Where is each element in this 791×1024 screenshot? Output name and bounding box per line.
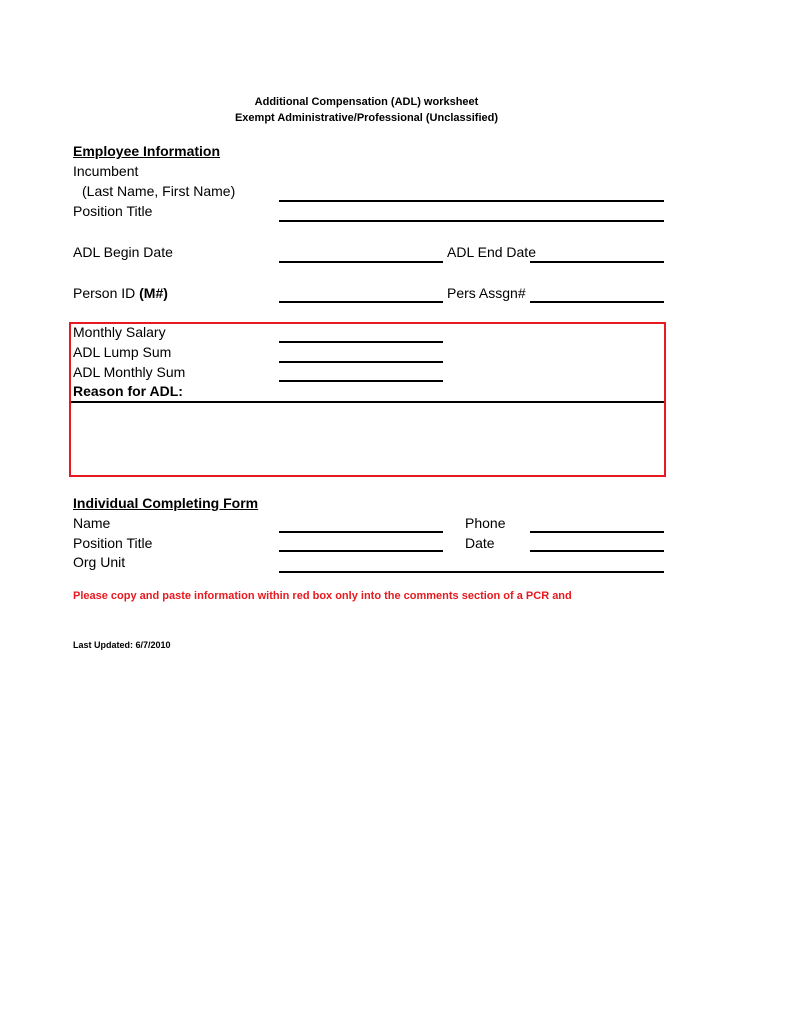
name-label: Name [73, 515, 111, 531]
name-field[interactable] [279, 531, 443, 533]
date-field[interactable] [530, 550, 664, 552]
adl-lump-sum-label: ADL Lump Sum [73, 344, 172, 360]
worksheet-title: Additional Compensation (ADL) worksheet [254, 96, 479, 108]
org-unit-label: Org Unit [73, 554, 126, 570]
adl-monthly-sum-label: ADL Monthly Sum [73, 364, 186, 380]
person-id-field[interactable] [279, 301, 443, 303]
reason-divider [71, 401, 664, 403]
adl-begin-date-label: ADL Begin Date [73, 244, 173, 260]
adl-lump-sum-field[interactable] [279, 361, 443, 363]
phone-label: Phone [465, 515, 506, 531]
person-id-text: Person ID [73, 285, 136, 301]
individual-completing-heading: Individual Completing Form [73, 495, 259, 511]
worksheet-subtitle: Exempt Administrative/Professional (Unclassified) [234, 112, 499, 124]
incumbent-field[interactable] [279, 200, 664, 202]
last-updated: Last Updated: 6/7/2010 [73, 640, 171, 650]
position-title-field[interactable] [279, 220, 664, 222]
completer-position-title-field[interactable] [279, 550, 443, 552]
reason-for-adl-label: Reason for ADL: [73, 383, 183, 399]
monthly-salary-label: Monthly Salary [73, 324, 166, 340]
completer-position-title-label: Position Title [73, 535, 153, 551]
monthly-salary-field[interactable] [279, 341, 443, 343]
person-id-label [73, 285, 168, 302]
adl-begin-date-field[interactable] [279, 261, 443, 263]
reason-for-adl-field[interactable] [71, 404, 664, 473]
adl-end-date-field[interactable] [530, 261, 664, 263]
pers-assgn-label: Pers Assgn# [447, 285, 526, 301]
org-unit-field[interactable] [279, 571, 664, 573]
copy-paste-notice: Please copy and paste information within red box only into the comments section of a PCR and [73, 590, 572, 602]
position-title-label: Position Title [73, 203, 153, 219]
incumbent-label: Incumbent [73, 163, 139, 179]
phone-field[interactable] [530, 531, 664, 533]
employee-information-heading: Employee Information [73, 143, 221, 159]
adl-monthly-sum-field[interactable] [279, 380, 443, 382]
date-label: Date [465, 535, 495, 551]
person-id-suffix: (M#) [139, 285, 168, 301]
incumbent-hint: (Last Name, First Name) [82, 183, 236, 199]
adl-end-date-label: ADL End Date [447, 244, 536, 260]
pers-assgn-field[interactable] [530, 301, 664, 303]
